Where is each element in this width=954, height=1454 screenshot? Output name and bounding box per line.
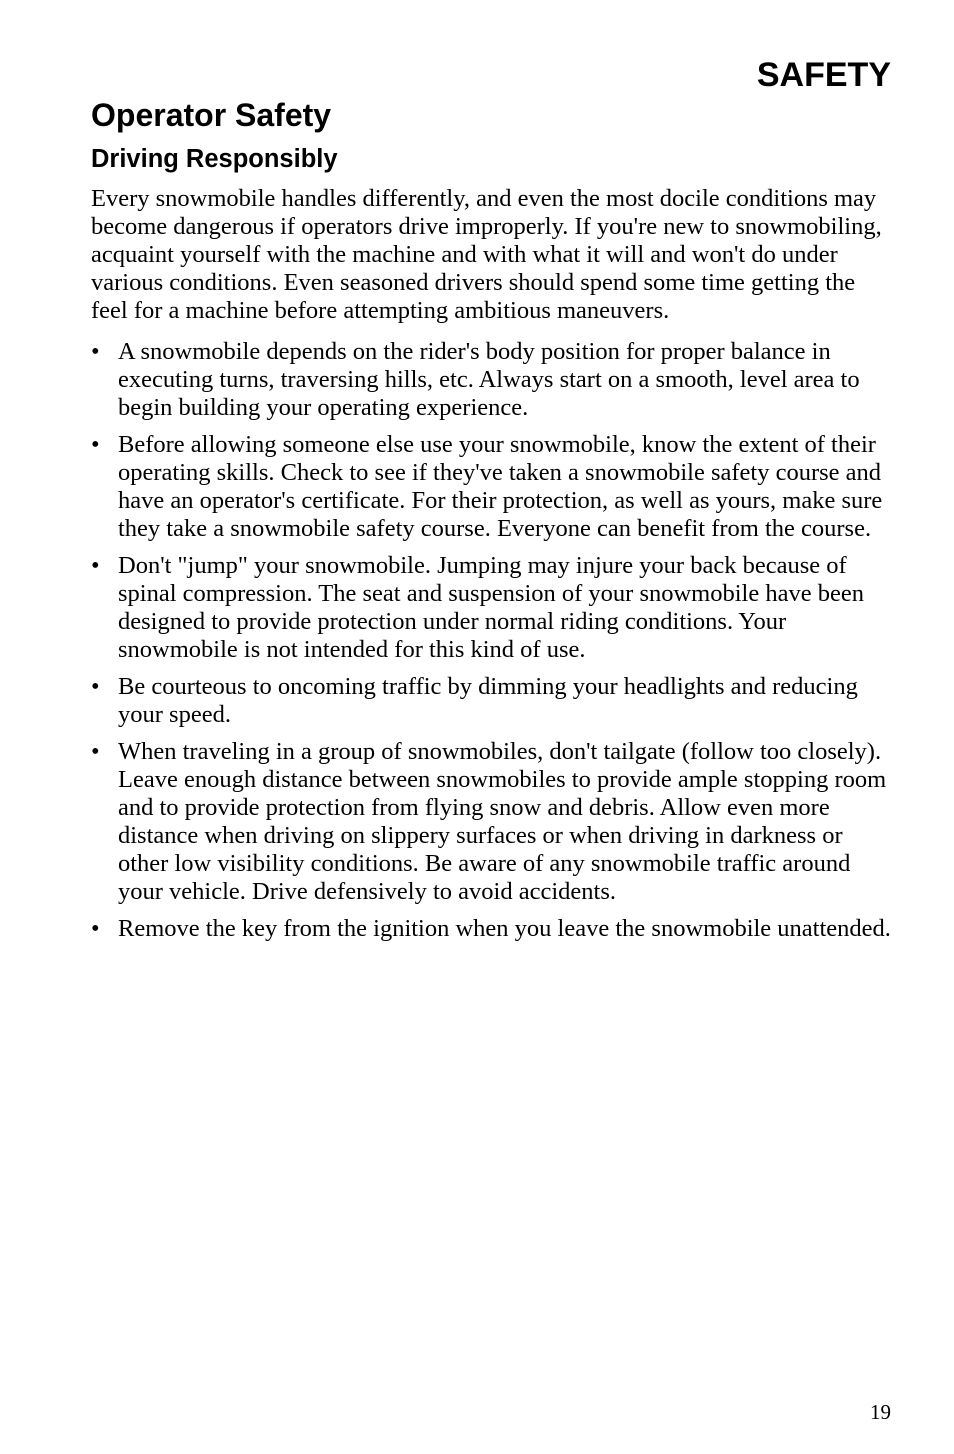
list-item-text: Remove the key from the ignition when you leave the snowmobile unattended.	[118, 915, 891, 942]
intro-paragraph: Every snowmobile handles differently, and even the most docile conditions may become dangerous if operators drive improperly. If you're new to snowmobiling, acquaint yourself with the machine and with what it will and won't do under various conditions. Even seasoned drivers should spend some time getting the feel for a machine before attempting ambitious maneuvers.	[91, 185, 882, 324]
page-number: 19	[870, 1400, 891, 1424]
bullet-icon: •	[91, 431, 100, 458]
list-item-text: Don't "jump" your snowmobile. Jumping may injure your back because of spinal compression. The seat and suspension of your snowmobile have been designed to provide protection under normal riding conditions. Your snowmobile is not intended for this kind of use.	[118, 552, 864, 663]
body-content	[91, 185, 891, 952]
list-item	[91, 673, 891, 729]
list-item	[91, 738, 891, 906]
list-item-text: Be courteous to oncoming traffic by dimming your headlights and reducing your speed.	[118, 673, 858, 728]
list-item-text: A snowmobile depends on the rider's body position for proper balance in executing turns, traversing hills, etc. Always start on a smooth, level area to begin building your operating experience.	[118, 338, 860, 421]
bullet-icon: •	[91, 552, 100, 579]
bullet-icon: •	[91, 738, 100, 765]
page-title: Operator Safety	[91, 97, 332, 133]
bullet-list	[91, 338, 891, 943]
list-item	[91, 338, 891, 422]
bullet-icon: •	[91, 338, 100, 365]
list-item-text: Before allowing someone else use your snowmobile, know the extent of their operating skills. Check to see if they've taken a snowmobile safety course and have an operator's certificate. For their protection, as well as yours, make sure they take a snowmobile safety course. Everyone can benefit from the course.	[118, 431, 883, 542]
list-item	[91, 552, 891, 664]
bullet-icon: •	[91, 673, 100, 700]
subsection-title: Driving Responsibly	[91, 145, 338, 173]
section-header: SAFETY	[756, 56, 891, 94]
list-item-text: When traveling in a group of snowmobiles, don't tailgate (follow too closely). Leave enough distance between snowmobiles to provide ample stopping room and to provide protection from flying snow and debris. Allow even more distance when driving on slippery surfaces or when driving in darkness or other low visibility conditions. Be aware of any snowmobile traffic around your vehicle. Drive defensively to avoid accidents.	[118, 738, 887, 905]
bullet-icon: •	[91, 915, 100, 942]
list-item	[91, 431, 891, 543]
list-item	[91, 915, 891, 943]
